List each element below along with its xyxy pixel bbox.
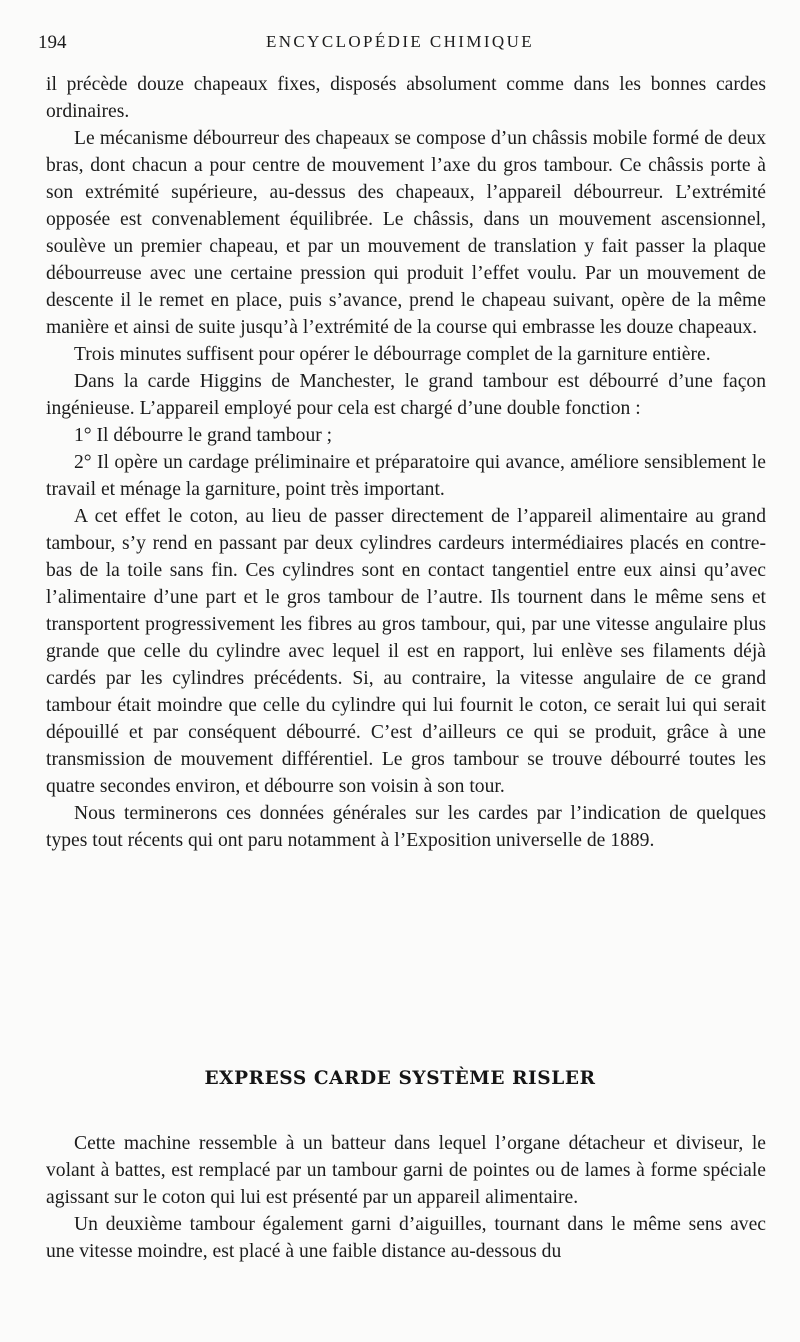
paragraph-second-drum: Un deuxième tambour également garni d’aiguilles, tournant dans le même sens avec une vitesse moindre, est placé à une faible distance au-dessous du [46,1214,766,1262]
page-number: 194 [38,32,67,53]
running-title: ENCYCLOPÉDIE CHIMIQUE [265,32,535,51]
paragraph-debourreur-mechanism: Le mécanisme débourreur des chapeaux se compose d’un châssis mobile formé de deux bras, dont chacun a pour centre de mouvement l’axe du gros tambour. Ce châssis porte à son extrémité supérieure, au-dessus des chapeaux, l’appareil débourreur. L’extrémité opposée est convenablement équilibrée. Le châssis, dans un mouvement ascensionnel, soulève un premier chapeau, et par un mouvement de translation y fait passer la plaque débourreuse avec une certaine pression qui produit l’effet voulu. Par un mouvement de descente il le remet en place, puis s’avance, prend le chapeau suivant, opère de la même manière et ainsi de suite jusqu’à l’extrémité de la course qui embrasse les douze chapeaux. [46,128,766,338]
section-body-text [46,1130,766,1265]
running-head [38,32,762,56]
paragraph-conclusion: Nous terminerons ces données générales sur les cardes par l’indication de quelques types tout récents qui ont paru notamment à l’Exposition universelle de 1889. [46,803,766,851]
paragraph-machine-description: Cette machine ressemble à un batteur dans lequel l’organe détacheur et diviseur, le volant à battes, est remplacé par un tambour garni de pointes ou de lames à forme spéciale agissant sur le coton qui lui est présenté par un appareil alimentaire. [46,1133,766,1208]
paragraph-higgins-carde: Dans la carde Higgins de Manchester, le grand tambour est débourré d’une façon ingénieuse. L’appareil employé pour cela est chargé d’une double fonction : [46,371,766,419]
paragraph-cylinders: A cet effet le coton, au lieu de passer directement de l’appareil alimentaire au grand tambour, s’y rend en passant par deux cylindres cardeurs intermédiaires placés en contre-bas de la toile sans fin. Ces cylindres sont en contact tangentiel entre eux ainsi qu’avec l’alimentaire d’une part et le gros tambour de l’autre. Ils tournent dans le même sens et transportent progressivement les fibres au gros tambour, qui, par une vitesse angulaire plus grande que celle du cylindre avec lequel il est en rapport, lui enlève ses filaments déjà cardés par les cylindres précédents. Si, au contraire, la vitesse angulaire de ce grand tambour était moindre que celle du cylindre qui lui fournit le coton, ce serait lui qui serait dépouillé et par conséquent débourré. C’est d’ailleurs ce qui se produit, grâce à une transmission de mouvement différentiel. Le gros tambour se trouve débourré toutes les quatre secondes environ, et débourre son voisin à son tour. [46,506,766,797]
paragraph-function-1: 1° Il débourre le grand tambour ; [74,425,333,446]
paragraph-function-2: 2° Il opère un cardage préliminaire et préparatoire qui avance, améliore sensiblement le travail et ménage la garniture, point très important. [46,452,766,500]
paragraph-three-minutes: Trois minutes suffisent pour opérer le débourrage complet de la garniture entière. [74,344,711,365]
section-heading: EXPRESS CARDE SYSTÈME RISLER [204,1068,596,1089]
paragraph-continuation: il précède douze chapeaux fixes, disposés absolument comme dans les bonnes cardes ordinaires. [46,74,766,122]
body-text [46,71,766,854]
